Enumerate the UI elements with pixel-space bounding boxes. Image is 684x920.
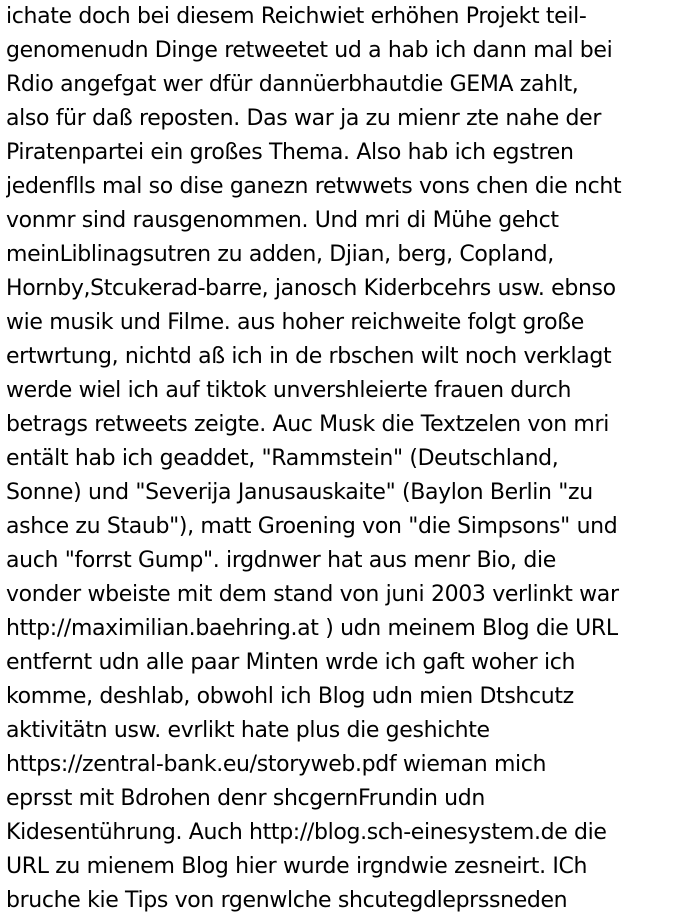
text-line: entält hab ich geaddet, "Rammstein" (Deutschland, (6, 446, 559, 471)
text-line: bruche kie Tips von rgenwlche shcutegdleprssneden (6, 888, 568, 913)
text-line: aktivitätn usw. evrlikt hate plus die geshichte (6, 718, 490, 743)
text-line: http://maximilian.baehring.at ) udn meinem Blog die URL (6, 616, 618, 641)
text-line: https://zentral-bank.eu/storyweb.pdf wieman mich (6, 752, 547, 777)
document-body (6, 0, 684, 918)
text-line: URL zu mienem Blog hier wurde irgndwie zesneirt. ICh (6, 854, 588, 879)
text-line: jedenflls mal so dise ganezn retwwets vons chen die ncht (6, 174, 622, 199)
text-line: vonder wbeiste mit dem stand von juni 2003 verlinkt war (6, 582, 619, 607)
text-line: entfernt udn alle paar Minten wrde ich gaft woher ich (6, 650, 576, 675)
text-line: Hornby,Stcukerad-barre, janosch Kiderbcehrs usw. ebnso (6, 276, 616, 301)
text-line: also für daß reposten. Das war ja zu mienr zte nahe der (6, 106, 602, 131)
text-line: wie musik und Filme. aus hoher reichweite folgt große (6, 310, 584, 335)
text-line: Rdio angefgat wer dfür dannüerbhautdie GEMA zahlt, (6, 72, 579, 97)
text-line: genomenudn Dinge retweetet ud a hab ich dann mal bei (6, 38, 613, 63)
text-line: betrags retweets zeigte. Auc Musk die Textzelen von mri (6, 412, 609, 437)
text-line: vonmr sind rausgenommen. Und mri di Mühe gehct (6, 208, 559, 233)
text-line: ichate doch bei diesem Reichwiet erhöhen Projekt teil- (6, 4, 587, 29)
text-line: Kidesentührung. Auch http://blog.sch-einesystem.de die (6, 820, 607, 845)
text-line: auch "forrst Gump". irgdnwer hat aus menr Bio, die (6, 548, 556, 573)
text-line: meinLiblinagsutren zu adden, Djian, berg, Copland, (6, 242, 554, 267)
text-line: ashce zu Staub"), matt Groening von "die Simpsons" und (6, 514, 618, 539)
text-line: komme, deshlab, obwohl ich Blog udn mien Dtshcutz (6, 684, 574, 709)
text-line: Sonne) und "Severija Janusauskaite" (Baylon Berlin "zu (6, 480, 593, 505)
text-line: eprsst mit Bdrohen denr shcgernFrundin udn (6, 786, 485, 811)
text-line: ertwrtung, nichtd aß ich in de rbschen wilt noch verklagt (6, 344, 612, 369)
text-line: werde wiel ich auf tiktok unvershleierte frauen durch (6, 378, 572, 403)
text-line: Piratenpartei ein großes Thema. Also hab ich egstren (6, 140, 574, 165)
